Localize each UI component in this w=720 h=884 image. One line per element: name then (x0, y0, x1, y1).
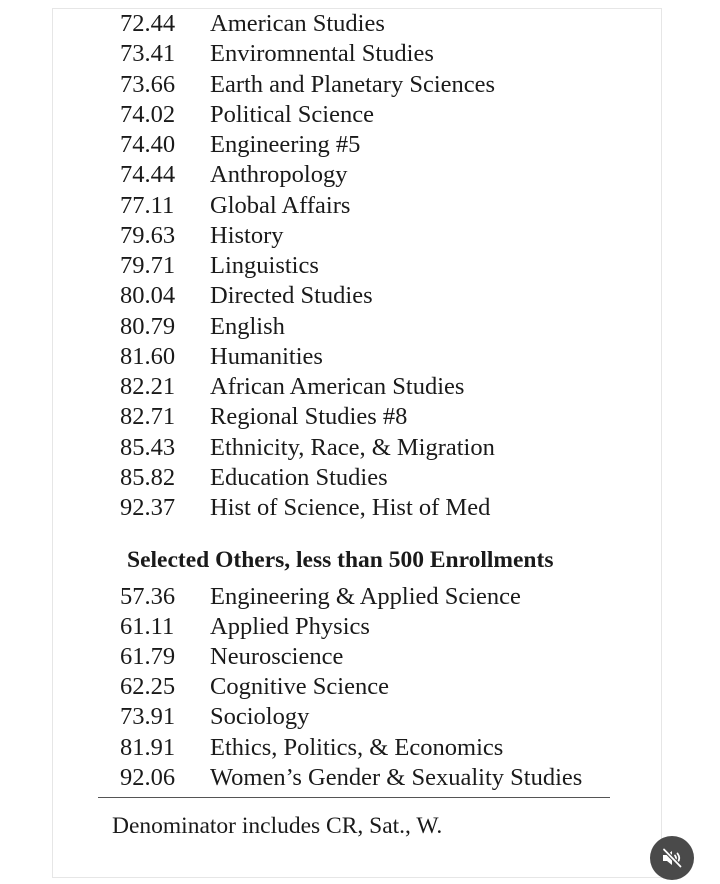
row-value: 77.11 (120, 191, 175, 219)
row-label: Political Science (210, 100, 374, 128)
row-value: 57.36 (120, 583, 176, 610)
row-value: 74.40 (120, 131, 176, 158)
row-label: Hist of Science, Hist of Med (210, 494, 491, 521)
row-label: Linguistics (210, 252, 319, 279)
row-label: Anthropology (210, 161, 348, 189)
row-value: 72.44 (120, 10, 176, 37)
row-value: 81.91 (120, 733, 176, 761)
row-label: Sociology (210, 703, 310, 731)
row-label: Humanities (210, 342, 323, 370)
row-value: 82.71 (120, 403, 176, 431)
row-value: 80.04 (120, 282, 176, 310)
section-heading: Selected Others, less than 500 Enrollments (127, 547, 554, 573)
row-value: 61.79 (120, 643, 176, 671)
row-value: 82.21 (120, 373, 176, 400)
row-label: Earth and Planetary Sciences (210, 70, 496, 98)
row-label: American Studies (210, 10, 385, 37)
row-value: 73.91 (120, 703, 176, 731)
mute-button[interactable] (650, 836, 694, 880)
row-label: English (210, 312, 285, 340)
speaker-muted-icon (660, 846, 684, 870)
row-label: Global Affairs (210, 191, 351, 219)
row-value: 74.44 (120, 161, 176, 189)
row-label: Regional Studies #8 (210, 403, 408, 431)
divider-rule (98, 797, 610, 798)
row-label: Neuroscience (210, 643, 344, 671)
row-label: Ethics, Politics, & Economics (210, 733, 504, 761)
row-value: 74.02 (120, 100, 176, 128)
row-value: 92.37 (120, 494, 176, 521)
row-value: 73.66 (120, 70, 176, 98)
row-label: Engineering & Applied Science (210, 583, 521, 610)
row-value: 73.41 (120, 40, 176, 68)
row-value: 92.06 (120, 763, 176, 791)
row-value: 85.43 (120, 433, 176, 461)
row-label: Women’s Gender & Sexuality Studies (210, 763, 583, 791)
row-value: 80.79 (120, 312, 176, 340)
row-label: Education Studies (210, 463, 388, 491)
footnote: Denominator includes CR, Sat., W. (112, 813, 443, 839)
row-value: 81.60 (120, 342, 176, 370)
row-label: African American Studies (210, 373, 465, 400)
row-label: Cognitive Science (210, 673, 389, 701)
row-value: 79.63 (120, 221, 176, 249)
row-value: 62.25 (120, 673, 176, 701)
row-label: Enviromnental Studies (210, 40, 434, 68)
row-value: 61.11 (120, 613, 175, 641)
row-label: History (210, 221, 284, 249)
row-value: 79.71 (120, 252, 176, 279)
row-label: Applied Physics (210, 613, 370, 641)
row-label: Directed Studies (210, 282, 373, 310)
row-label: Engineering #5 (210, 131, 361, 158)
row-label: Ethnicity, Race, & Migration (210, 433, 495, 461)
row-value: 85.82 (120, 463, 176, 491)
